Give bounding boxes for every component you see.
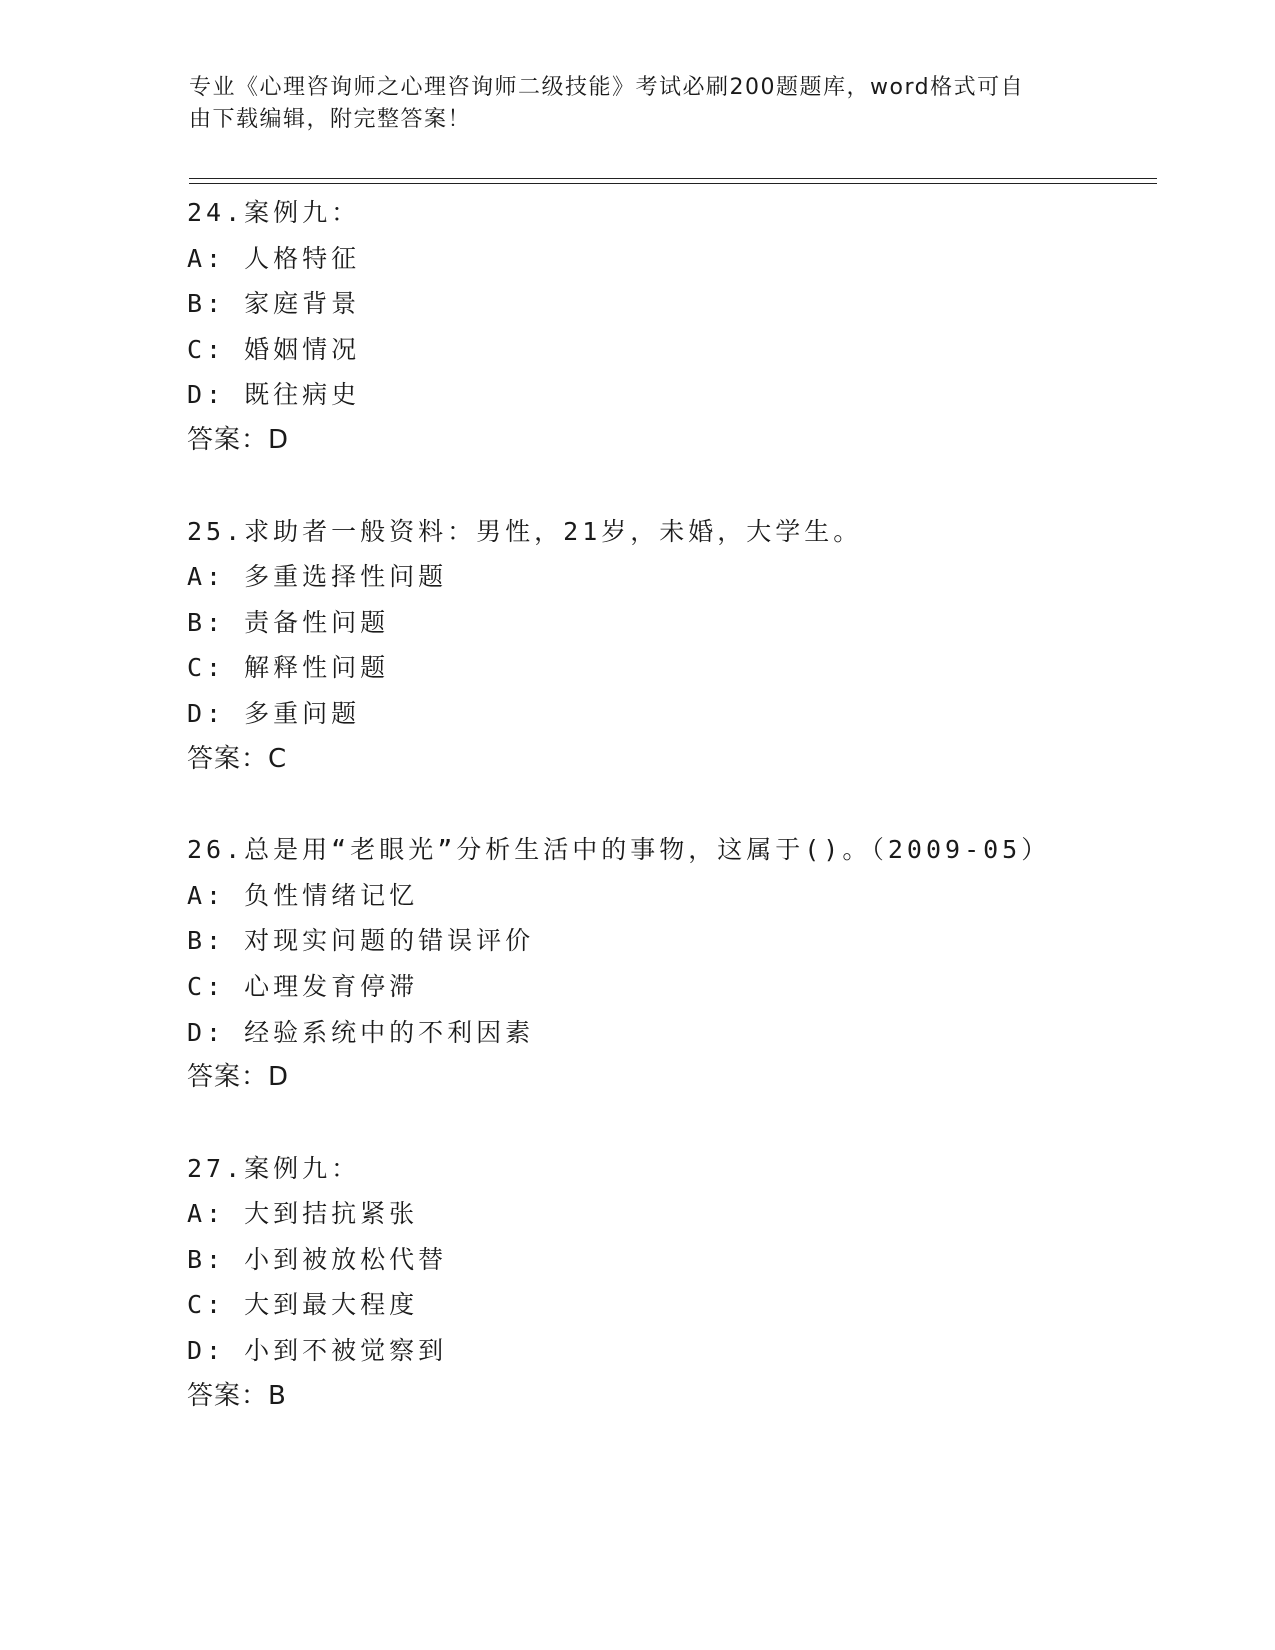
question-list: [187, 190, 1147, 1464]
option-a: A: 多重选择性问题: [187, 562, 448, 592]
question-stem: 27.案例九：: [187, 1153, 361, 1183]
option-d: D: 多重问题: [187, 698, 361, 728]
header-line-2: 由下载编辑，附完整答案！: [189, 107, 472, 132]
header-divider-top: [189, 178, 1157, 179]
option-b: B: 家庭背景: [187, 289, 361, 319]
question-27: [187, 1146, 1147, 1420]
question-24: [187, 190, 1147, 464]
answer-line: 答案：C: [187, 743, 288, 774]
header-line-1: 专业《心理咨询师之心理咨询师二级技能》考试必刷200题题库，word格式可自: [189, 75, 1025, 100]
answer-line: 答案：D: [187, 424, 290, 455]
option-c: C: 婚姻情况: [187, 334, 361, 364]
header-divider-bottom: [189, 183, 1157, 184]
option-d: D: 既往病史: [187, 380, 361, 410]
question-26: [187, 827, 1147, 1101]
question-stem: 24.案例九：: [187, 198, 361, 227]
question-stem: 26.总是用“老眼光”分析生活中的事物，这属于()。（2009-05）: [187, 835, 1051, 865]
option-d: D: 小到不被觉察到: [187, 1336, 448, 1366]
question-25: [187, 509, 1147, 783]
option-b: B: 小到被放松代替: [187, 1244, 448, 1274]
option-a: A: 大到拮抗紧张: [187, 1199, 419, 1229]
question-stem: 25.求助者一般资料：男性，21岁，未婚，大学生。: [187, 516, 863, 546]
answer-line: 答案：B: [187, 1380, 287, 1411]
option-a: A: 负性情绪记忆: [187, 880, 419, 910]
option-b: B: 对现实问题的错误评价: [187, 926, 535, 956]
option-d: D: 经验系统中的不利因素: [187, 1017, 535, 1047]
answer-line: 答案：D: [187, 1062, 290, 1093]
option-c: C: 心理发育停滞: [187, 971, 419, 1001]
document-header: [189, 72, 1069, 136]
option-b: B: 责备性问题: [187, 607, 390, 637]
option-c: C: 大到最大程度: [187, 1290, 419, 1320]
option-c: C: 解释性问题: [187, 653, 390, 683]
option-a: A: 人格特征: [187, 243, 361, 273]
